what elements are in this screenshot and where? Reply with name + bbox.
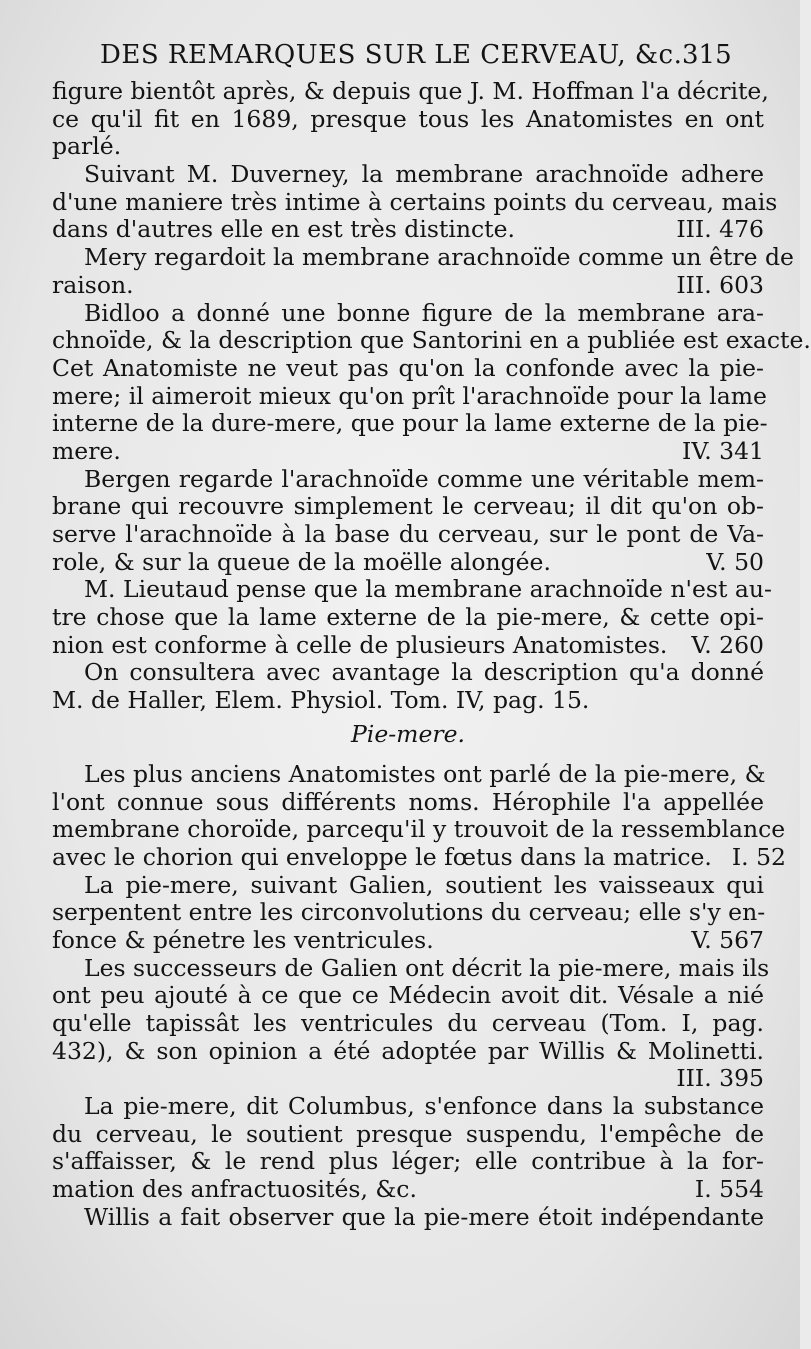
text-line — [52, 409, 768, 438]
line-text: dans d'autres elle en est très distincte. — [52, 215, 516, 244]
text-line — [52, 243, 794, 272]
text-line — [52, 381, 767, 411]
line-text: La pie-mere, dit Columbus, s'enfonce dans la substance — [84, 1092, 764, 1121]
line-text: chnoïde, & la description que Santorini en a publiée est exacte. — [52, 326, 811, 355]
line-text: fonce & pénetre les ventricules. — [52, 925, 434, 954]
text-line — [52, 493, 764, 521]
page-number: 315 — [682, 40, 732, 70]
line-text: Mery regardoit la membrane arachnoïde comme un être de — [84, 243, 794, 272]
line-text: Bidloo a donné une bonne figure de la membrane ara- — [84, 298, 764, 327]
line-text: serve l'arachnoïde à la base du cerveau, sur le pont de Va- — [52, 520, 764, 548]
text-line — [52, 789, 764, 817]
line-text: interne de la dure-mere, que pour la lame externe de la pie- — [52, 409, 768, 438]
section-heading-text: Pie-mere. — [351, 719, 465, 748]
text-line — [52, 549, 764, 577]
text-line — [52, 575, 772, 604]
line-text: tre chose que la lame externe de la pie-mere, & cette opi- — [52, 603, 764, 632]
text-line — [52, 761, 764, 789]
line-text: mation des anfractuosités, &c. — [52, 1175, 417, 1204]
text-line — [52, 659, 764, 687]
reference-marker: I. 52 — [731, 842, 786, 871]
line-text: l'ont connue sous différents noms. Hérophile l'a appellée — [52, 787, 764, 816]
text-line — [52, 326, 811, 355]
reference-marker: III. 476 — [676, 215, 764, 244]
text-line — [52, 106, 764, 134]
text-line — [52, 438, 764, 466]
line-text: membrane choroïde, parcequ'il y trouvoit de la ressemblance — [52, 815, 786, 844]
text-line — [52, 1065, 764, 1093]
text-line — [52, 216, 764, 244]
line-text: brane qui recouvre simplement le cerveau; il dit qu'on ob- — [52, 492, 764, 521]
line-text: mere. — [52, 436, 121, 465]
text-line — [52, 77, 769, 106]
line-text: Suivant M. Duverney, la membrane arachnoïde adhere — [84, 160, 764, 189]
line-text: La pie-mere, suivant Galien, soutient les vaisseaux qui — [84, 870, 764, 899]
line-text: qu'elle tapissât les ventricules du cerveau (Tom. I, pag. — [52, 1009, 764, 1037]
text-line — [52, 300, 764, 328]
reference-marker: IV. 341 — [682, 436, 764, 465]
section-heading — [52, 715, 764, 761]
text-line — [52, 982, 764, 1010]
line-text: Les successeurs de Galien ont décrit la pie-mere, mais ils — [84, 953, 770, 982]
reference-marker: I. 554 — [694, 1175, 764, 1204]
running-head: DES REMARQUES SUR LE CERVEAU, &c. — [100, 40, 683, 70]
reference-marker: V. 50 — [706, 547, 764, 576]
text-line — [52, 927, 764, 955]
text-line — [52, 872, 764, 900]
text-line — [52, 521, 764, 549]
text-line — [52, 133, 764, 161]
line-text: parlé. — [52, 132, 122, 161]
reference-marker: III. 603 — [676, 270, 764, 299]
text-line — [52, 1148, 764, 1176]
line-text: serpentent entre les circonvolutions du cerveau; elle s'y en- — [52, 898, 766, 927]
reference-marker: V. 260 — [691, 630, 764, 659]
reference-marker: III. 395 — [676, 1064, 764, 1093]
body-text — [52, 77, 811, 1232]
text-line — [52, 272, 764, 300]
text-line — [52, 1204, 764, 1232]
line-text: figure bientôt après, & depuis que J. M. Hoffman l'a décrite, — [52, 77, 769, 105]
line-text: avec le chorion qui enveloppe le fœtus dans la matrice. — [52, 842, 712, 871]
line-text: s'affaisser, & le rend plus léger; elle contribue à la for- — [52, 1147, 764, 1176]
line-text: ce qu'il fit en 1689, presque tous les Anatomistes en ont — [52, 104, 764, 133]
line-text: Willis a fait observer que la pie-mere étoit indépendante — [84, 1202, 764, 1231]
line-text: Cet Anatomiste ne veut pas qu'on la confonde avec la pie- — [52, 353, 764, 382]
line-text: d'une maniere très intime à certains points du cerveau, mais — [52, 187, 778, 216]
line-text: Les plus anciens Anatomistes ont parlé de la pie-mere, & — [84, 759, 766, 788]
line-text: du cerveau, le soutient presque suspendu, l'empêche de — [52, 1119, 764, 1148]
line-text: raison. — [52, 270, 134, 299]
reference-marker: V. 567 — [691, 925, 764, 954]
text-line — [52, 187, 778, 217]
text-line — [52, 466, 764, 494]
line-text: M. Lieutaud pense que la membrane arachnoïde n'est au- — [84, 575, 772, 604]
text-line — [52, 1121, 764, 1149]
line-text: Bergen regarde l'arachnoïde comme une véritable mem- — [84, 464, 764, 493]
text-line — [52, 953, 770, 983]
text-line — [52, 1010, 764, 1038]
text-line — [52, 355, 764, 383]
line-text: On consultera avec avantage la description qu'a donné — [84, 658, 764, 687]
line-text: mere; il aimeroit mieux qu'on prît l'arachnoïde pour la lame — [52, 381, 767, 410]
text-line — [52, 687, 764, 715]
text-line — [52, 815, 786, 844]
line-text: M. de Haller, Elem. Physiol. Tom. IV, pag. 15. — [52, 686, 590, 715]
text-line — [52, 604, 764, 632]
line-text: nion est conforme à celle de plusieurs Anatomistes. — [52, 630, 668, 659]
text-line — [52, 1093, 764, 1121]
text-line — [52, 899, 764, 927]
text-line — [52, 1176, 764, 1204]
text-line — [52, 632, 764, 660]
text-line — [52, 161, 764, 189]
line-text: ont peu ajouté à ce que ce Médecin avoit dit. Vésale a nié — [52, 981, 764, 1010]
text-line — [52, 842, 786, 872]
text-line — [52, 1038, 764, 1066]
line-text: 432), & son opinion a été adoptée par Willis & Molinetti. — [52, 1036, 764, 1065]
line-text: role, & sur la queue de la moëlle alongée. — [52, 547, 551, 576]
